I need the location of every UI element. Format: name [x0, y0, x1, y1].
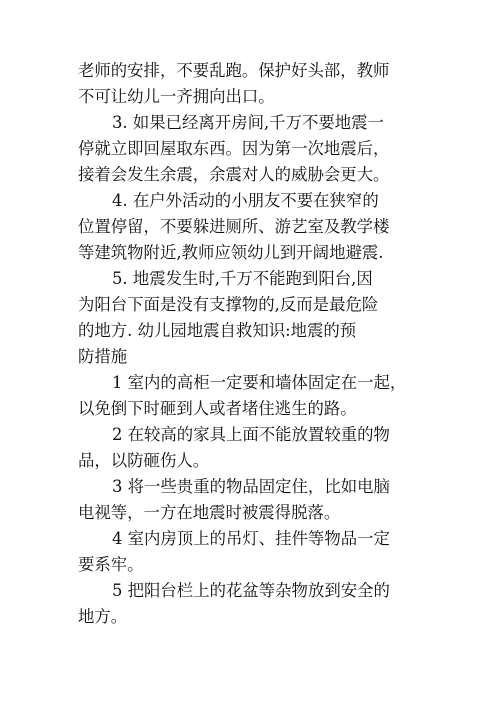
text-line: 位置停留，不要躲进厕所、游艺室及教学楼	[78, 217, 390, 236]
text-line: 2 在较高的家具上面不能放置较重的物	[112, 425, 390, 444]
text-line: 4. 在户外活动的小朋友不要在狭窄的	[112, 191, 379, 210]
text-line: 停就立即回屋取东西。因为第一次地震后，	[78, 139, 390, 158]
text-line: 4 室内房顶上的吊灯、挂件等物品一定	[112, 529, 390, 548]
text-line: 防措施	[78, 347, 128, 366]
text-line: 为阳台下面是没有支撑物的,反而是最危险	[78, 295, 379, 314]
text-line: 1 室内的高柜一定要和墙体固定在一起，	[112, 373, 407, 392]
text-line: 地方。	[78, 607, 128, 626]
text-line: 品，以防砸伤人。	[78, 451, 210, 470]
text-line: 要系牢。	[78, 555, 144, 574]
text-line: 老师的安排，不要乱跑。保护好头部，教师	[78, 61, 390, 80]
text-line: 5. 地震发生时,千万不能跑到阳台,因	[112, 269, 373, 288]
text-line: 等建筑物附近,教师应领幼儿到开阔地避震.	[78, 243, 384, 262]
text-line: 接着会发生余震，余震对人的威胁会更大。	[78, 165, 390, 184]
text-line: 5 把阳台栏上的花盆等杂物放到安全的	[112, 581, 390, 600]
document-body	[78, 58, 424, 630]
text-line: 电视等，一方在地震时被震得脱落。	[78, 503, 341, 522]
text-line: 以免倒下时砸到人或者堵住逃生的路。	[78, 399, 357, 418]
text-line: 不可让幼儿一齐拥向出口。	[78, 87, 275, 106]
text-line: 3. 如果已经离开房间,千万不要地震一	[112, 113, 384, 132]
text-line: 的地方. 幼儿园地震自救知识:地震的预	[78, 321, 357, 340]
text-line: 3 将一些贵重的物品固定住，比如电脑	[112, 477, 390, 496]
